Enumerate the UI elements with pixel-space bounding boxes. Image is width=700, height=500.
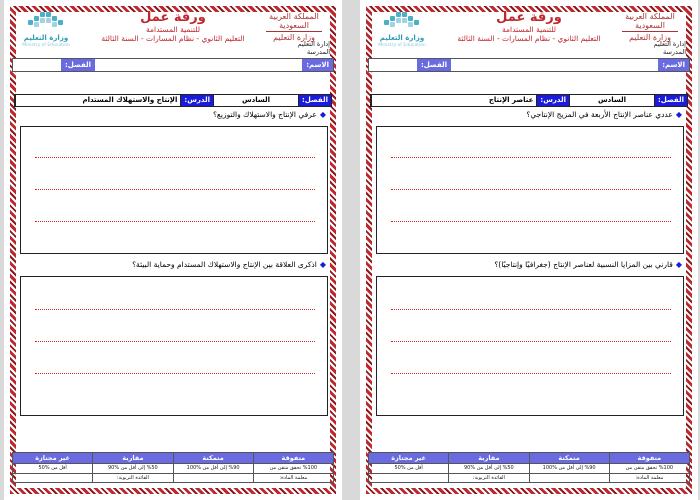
- header-info: [654, 40, 686, 56]
- logo-subtext: Ministry of Education: [22, 43, 70, 48]
- crest-line-2: وزارة التعليم: [273, 33, 315, 42]
- kingdom-crest: [614, 12, 686, 42]
- unit-value: السادس: [213, 95, 299, 106]
- level-header: غير مجتازة: [369, 453, 449, 464]
- signature-field[interactable]: [369, 474, 449, 483]
- lesson-value: الإنتاج والاستهلاك المستدام: [15, 95, 181, 106]
- name-label: الاسم:: [302, 59, 333, 71]
- education-admin-label: إدارة التعليم: [653, 40, 686, 48]
- student-row: [12, 58, 334, 72]
- name-label: الاسم:: [658, 59, 689, 71]
- signature-label: القائدة التربوية:: [449, 474, 529, 483]
- crest-line-1: المملكة العربية السعودية: [625, 12, 675, 30]
- worksheet-page: [4, 0, 342, 500]
- logo-text: وزارة التعليم: [379, 34, 425, 42]
- question-text: اذكرى العلاقة بين الإنتاج والاستهلاك المستدام وحماية البيئة؟: [132, 260, 317, 269]
- kingdom-crest: [258, 12, 330, 42]
- diamond-bullet-icon: ◆: [319, 110, 326, 119]
- signature-label: معلمة المادة:: [609, 474, 689, 483]
- lesson-label: الدرس:: [537, 95, 569, 106]
- question: [14, 110, 326, 120]
- answer-line: [35, 309, 315, 310]
- question: [14, 260, 326, 270]
- question-text: عرفي الإنتاج والاستهلاك والتوزيع؟: [212, 110, 317, 119]
- worksheet-content: [12, 8, 334, 492]
- answer-box[interactable]: [376, 276, 684, 416]
- student-row: [368, 58, 690, 72]
- level-range[interactable]: %90 إلى أقل من %100: [529, 464, 609, 474]
- signature-field[interactable]: [173, 474, 253, 483]
- logo-subtext: Ministry of Education: [378, 43, 426, 48]
- answer-line: [35, 157, 315, 158]
- level-range[interactable]: أقل من %50: [13, 464, 93, 474]
- lesson-value: عناصر الإنتاج: [371, 95, 537, 106]
- answer-line: [391, 157, 671, 158]
- question-text: عددي عناصر الإنتاج الأربعة في المزيج الإنتاجي؟: [526, 110, 673, 119]
- unit-label: الفصل:: [655, 95, 687, 106]
- name-field[interactable]: [95, 59, 302, 71]
- level-range[interactable]: %90 إلى أقل من %100: [173, 464, 253, 474]
- header-info: [298, 40, 330, 56]
- level-range[interactable]: أقل من %50: [369, 464, 449, 474]
- diamond-bullet-icon: ◆: [319, 260, 326, 269]
- logo-text: وزارة التعليم: [23, 34, 69, 42]
- level-range[interactable]: %50 إلى أقل من %90: [93, 464, 173, 474]
- worksheet-track: التعليم الثانوي - نظام المسارات - السنة الثالثة: [457, 34, 601, 43]
- education-admin-label: إدارة التعليم: [297, 40, 330, 48]
- worksheet-page: [360, 0, 698, 500]
- lesson-info-row: [14, 94, 332, 107]
- unit-value: السادس: [569, 95, 655, 106]
- worksheet-title: ورقة عمل: [140, 10, 206, 25]
- answer-box[interactable]: [20, 276, 328, 416]
- worksheet-content: [368, 8, 690, 492]
- level-header: غير مجتازة: [13, 453, 93, 464]
- answer-box[interactable]: [376, 126, 684, 254]
- answer-line: [391, 309, 671, 310]
- lesson-label: الدرس:: [181, 95, 213, 106]
- signature-field[interactable]: [13, 474, 93, 483]
- worksheet-subtitle: للتنمية المستدامة: [145, 25, 201, 34]
- class-field[interactable]: [13, 59, 61, 71]
- unit-label: الفصل:: [299, 95, 331, 106]
- answer-line: [391, 221, 671, 222]
- answer-line: [35, 341, 315, 342]
- level-header: متفوقة: [609, 453, 689, 464]
- class-label: الفصل:: [61, 59, 95, 71]
- diamond-bullet-icon: ◆: [675, 260, 682, 269]
- worksheet-header: [12, 10, 334, 54]
- diamond-bullet-icon: ◆: [675, 110, 682, 119]
- level-header: متمكنة: [173, 453, 253, 464]
- question: [370, 260, 682, 270]
- school-label: المدرسة: [662, 48, 686, 56]
- level-range[interactable]: %50 إلى أقل من %90: [449, 464, 529, 474]
- answer-line: [391, 189, 671, 190]
- class-label: الفصل:: [417, 59, 451, 71]
- evaluation-table: [12, 452, 334, 490]
- answer-line: [35, 189, 315, 190]
- school-label: المدرسة: [306, 48, 330, 56]
- level-range[interactable]: %100 تحقق متقن من: [609, 464, 689, 474]
- answer-line: [35, 221, 315, 222]
- answer-line: [35, 373, 315, 374]
- signature-field[interactable]: [529, 474, 609, 483]
- worksheet-track: التعليم الثانوي - نظام المسارات - السنة الثالثة: [101, 34, 245, 43]
- answer-line: [391, 373, 671, 374]
- level-range[interactable]: %100 تحقق متقن من: [253, 464, 333, 474]
- signature-label: القائدة التربوية:: [93, 474, 173, 483]
- level-header: متمكنة: [529, 453, 609, 464]
- crest-line-1: المملكة العربية السعودية: [269, 12, 319, 30]
- answer-box[interactable]: [20, 126, 328, 254]
- answer-line: [391, 341, 671, 342]
- question-text: قارني بين المزايا النسبية لعناصر الإنتاج (جغرافيًا وإنتاجيًا)؟: [494, 260, 673, 269]
- lesson-info-row: [370, 94, 688, 107]
- worksheet-header: [368, 10, 690, 54]
- question: [370, 110, 682, 120]
- level-header: مقاربة: [93, 453, 173, 464]
- evaluation-table: [368, 452, 690, 490]
- level-header: مقاربة: [449, 453, 529, 464]
- crest-line-2: وزارة التعليم: [629, 33, 671, 42]
- worksheet-title: ورقة عمل: [496, 10, 562, 25]
- name-field[interactable]: [451, 59, 658, 71]
- signature-label: معلمة المادة:: [253, 474, 333, 483]
- class-field[interactable]: [369, 59, 417, 71]
- worksheet-subtitle: للتنمية المستدامة: [501, 25, 557, 34]
- level-header: متفوقة: [253, 453, 333, 464]
